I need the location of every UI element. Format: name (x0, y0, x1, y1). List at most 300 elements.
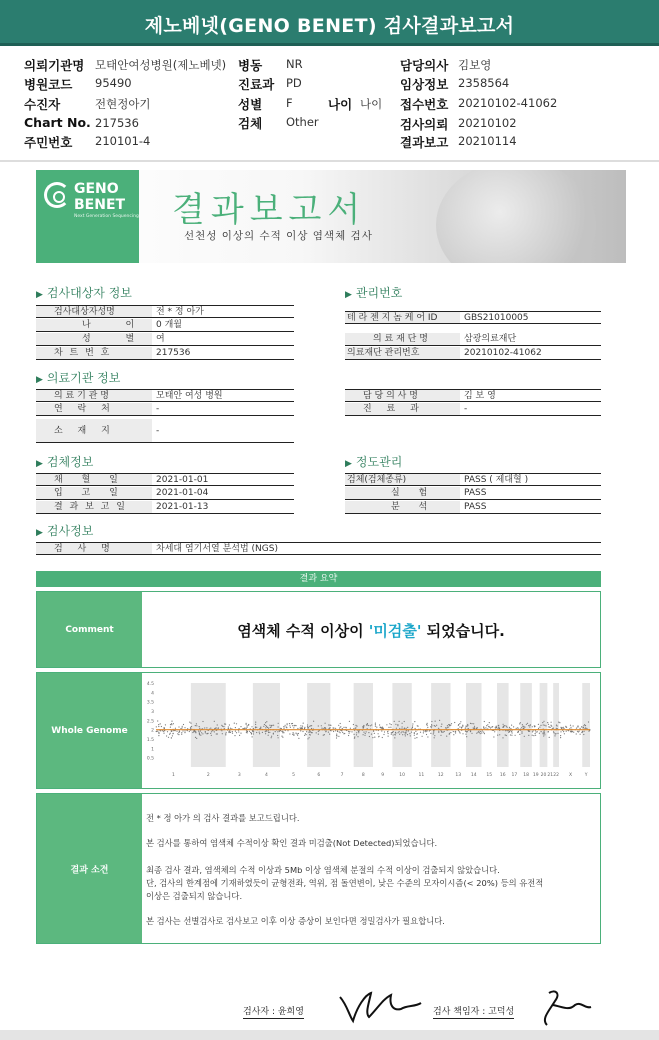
copy-number-point (236, 723, 237, 724)
header-label: 병원코드 (24, 77, 73, 92)
copy-number-point (196, 738, 197, 739)
copy-number-point (196, 725, 197, 726)
copy-number-point (281, 731, 282, 732)
copy-number-point (293, 732, 294, 733)
copy-number-point (336, 737, 337, 738)
header-label: 임상정보 (400, 77, 449, 92)
x-tick-label: 5 (292, 773, 296, 778)
copy-number-point (407, 734, 408, 735)
copy-number-point (265, 733, 266, 734)
copy-number-point (181, 732, 182, 733)
copy-number-point (193, 731, 194, 732)
copy-number-point (251, 733, 252, 734)
copy-number-point (283, 726, 284, 727)
copy-number-point (527, 723, 528, 724)
copy-number-point (158, 726, 159, 727)
copy-number-point (207, 733, 208, 734)
copy-number-point (434, 735, 435, 736)
copy-number-point (399, 728, 400, 729)
copy-number-point (324, 727, 325, 728)
copy-number-point (247, 732, 248, 733)
copy-number-point (467, 725, 468, 726)
copy-number-point (177, 733, 178, 734)
copy-number-point (324, 734, 325, 735)
copy-number-point (532, 731, 533, 732)
copy-number-point (535, 735, 536, 736)
copy-number-point (556, 725, 557, 726)
copy-number-point (356, 726, 357, 727)
banner-subtitle: 선천성 이상의 수적 이상 염색체 검사 (184, 230, 373, 242)
copy-number-point (205, 731, 206, 732)
copy-number-point (189, 731, 190, 732)
copy-number-point (348, 735, 349, 736)
copy-number-point (417, 725, 418, 726)
copy-number-point (310, 725, 311, 726)
copy-number-point (441, 732, 442, 733)
copy-number-point (550, 727, 551, 728)
copy-number-point (200, 730, 201, 731)
copy-number-point (383, 734, 384, 735)
copy-number-point (395, 734, 396, 735)
copy-number-point (508, 730, 509, 731)
copy-number-point (566, 727, 567, 728)
copy-number-point (164, 727, 165, 728)
copy-number-point (549, 737, 550, 738)
subject-row-value: 여 (152, 333, 294, 346)
copy-number-point (195, 737, 196, 738)
header-label: 주민번호 (24, 135, 73, 150)
copy-number-point (355, 727, 356, 728)
copy-number-point (505, 734, 506, 735)
x-tick-label: 9 (381, 773, 385, 778)
copy-number-point (313, 721, 314, 722)
copy-number-point (534, 726, 535, 727)
copy-number-point (561, 727, 562, 728)
copy-number-point (435, 721, 436, 722)
copy-number-point (584, 724, 585, 725)
header-divider (0, 160, 659, 162)
chromosome-band (354, 683, 373, 767)
copy-number-point (309, 737, 310, 738)
copy-number-point (287, 730, 288, 731)
x-tick-label: 6 (317, 773, 321, 778)
copy-number-point (292, 734, 293, 735)
x-tick-label: 4 (264, 773, 268, 778)
copy-number-point (435, 726, 436, 727)
copy-number-point (485, 727, 486, 728)
copy-number-point (366, 731, 367, 732)
copy-number-point (386, 724, 387, 725)
copy-number-point (540, 725, 541, 726)
copy-number-point (171, 721, 172, 722)
copy-number-point (402, 726, 403, 727)
copy-number-point (505, 730, 506, 731)
copy-number-point (250, 732, 251, 733)
copy-number-point (307, 738, 308, 739)
copy-number-point (404, 732, 405, 733)
copy-number-point (510, 734, 511, 735)
header-label: 의뢰기관명 (24, 58, 85, 73)
arrow-right-icon: ▶ (345, 459, 352, 469)
copy-number-point (212, 730, 213, 731)
whole-genome-plot (142, 673, 600, 788)
copy-number-point (271, 736, 272, 737)
copy-number-point (307, 726, 308, 727)
copy-number-point (528, 725, 529, 726)
copy-number-point (533, 730, 534, 731)
copy-number-point (564, 733, 565, 734)
copy-number-point (318, 734, 319, 735)
copy-number-point (255, 722, 256, 723)
copy-number-point (422, 736, 423, 737)
copy-number-point (382, 737, 383, 738)
qc-row-label: 실 험 (345, 487, 460, 500)
copy-number-point (289, 723, 290, 724)
copy-number-point (550, 725, 551, 726)
copy-number-point (302, 731, 303, 732)
copy-number-point (503, 724, 504, 725)
copy-number-point (494, 731, 495, 732)
copy-number-point (167, 731, 168, 732)
subject-row-value: 217536 (152, 347, 294, 360)
copy-number-point (414, 732, 415, 733)
copy-number-point (576, 728, 577, 729)
copy-number-point (236, 732, 237, 733)
copy-number-point (234, 735, 235, 736)
copy-number-point (180, 728, 181, 729)
copy-number-point (373, 731, 374, 732)
header-label: 성별 (238, 97, 263, 112)
copy-number-point (584, 731, 585, 732)
copy-number-point (165, 724, 166, 725)
copy-number-point (230, 732, 231, 733)
copy-number-point (578, 731, 579, 732)
copy-number-point (229, 730, 230, 731)
copy-number-point (294, 725, 295, 726)
copy-number-point (388, 727, 389, 728)
copy-number-point (393, 731, 394, 732)
test-row-value: 차세대 염기서열 분석법 (NGS) (152, 542, 601, 555)
copy-number-point (326, 731, 327, 732)
copy-number-point (436, 725, 437, 726)
section-title-management: ▶ 관리번호 (345, 286, 403, 300)
copy-number-point (481, 732, 482, 733)
copy-number-point (321, 728, 322, 729)
findings-panel (36, 793, 601, 944)
copy-number-point (499, 734, 500, 735)
copy-number-point (170, 724, 171, 725)
header-label: 검체 (238, 116, 263, 131)
copy-number-point (363, 732, 364, 733)
copy-number-point (517, 732, 518, 733)
doctor-row-value: - (460, 403, 601, 416)
copy-number-point (333, 727, 334, 728)
test-row-label: 검 사 명 (36, 542, 152, 555)
copy-number-point (356, 734, 357, 735)
x-tick-label: 15 (486, 773, 493, 778)
copy-number-point (271, 725, 272, 726)
header-value: NR (286, 57, 303, 71)
copy-number-point (242, 728, 243, 729)
x-tick-label: 22 (553, 773, 559, 778)
copy-number-point (199, 732, 200, 733)
institution-row-label: 의 료 기 관 명 (36, 389, 152, 402)
copy-number-point (570, 725, 571, 726)
copy-number-point (522, 724, 523, 725)
copy-number-point (547, 722, 548, 723)
finding-line: 이상은 검출되지 않습니다. (146, 891, 243, 901)
copy-number-point (281, 736, 282, 737)
copy-number-point (480, 733, 481, 734)
copy-number-point (171, 731, 172, 732)
copy-number-point (176, 731, 177, 732)
copy-number-point (461, 727, 462, 728)
copy-number-point (427, 736, 428, 737)
copy-number-point (487, 724, 488, 725)
copy-number-point (482, 730, 483, 731)
copy-number-point (395, 724, 396, 725)
header-label: 결과보고 (400, 135, 449, 150)
copy-number-point (270, 727, 271, 728)
copy-number-point (173, 723, 174, 724)
copy-number-point (496, 726, 497, 727)
copy-number-point (563, 731, 564, 732)
copy-number-point (539, 727, 540, 728)
x-tick-label: 14 (470, 773, 477, 778)
copy-number-point (484, 721, 485, 722)
copy-number-point (366, 724, 367, 725)
copy-number-point (511, 731, 512, 732)
findings-label: 결과 소견 (37, 794, 142, 943)
copy-number-point (300, 725, 301, 726)
copy-number-point (434, 737, 435, 738)
section-title-subject: ▶ 검사대상자 정보 (36, 286, 132, 300)
copy-number-point (355, 725, 356, 726)
copy-number-point (358, 732, 359, 733)
copy-number-point (425, 731, 426, 732)
copy-number-point (217, 733, 218, 734)
copy-number-point (411, 728, 412, 729)
copy-number-point (532, 726, 533, 727)
copy-number-point (555, 733, 556, 734)
copy-number-point (579, 731, 580, 732)
copy-number-point (455, 731, 456, 732)
section-title-specimen: ▶ 검체정보 (36, 455, 94, 469)
copy-number-point (573, 725, 574, 726)
copy-number-point (416, 737, 417, 738)
copy-number-point (466, 736, 467, 737)
copy-number-point (375, 723, 376, 724)
copy-number-point (251, 726, 252, 727)
copy-number-point (282, 732, 283, 733)
doctor-row-label: 담 당 의 사 명 (345, 389, 460, 402)
copy-number-point (563, 728, 564, 729)
copy-number-point (300, 730, 301, 731)
copy-number-point (438, 732, 439, 733)
x-tick-label: Y (584, 773, 588, 778)
copy-number-point (349, 733, 350, 734)
y-tick-label: 2.5 (146, 719, 154, 725)
copy-number-point (292, 725, 293, 726)
copy-number-point (335, 728, 336, 729)
copy-number-point (178, 734, 179, 735)
copy-number-point (585, 725, 586, 726)
copy-number-point (473, 723, 474, 724)
copy-number-point (265, 722, 266, 723)
copy-number-point (329, 728, 330, 729)
copy-number-point (283, 732, 284, 733)
copy-number-point (484, 733, 485, 734)
copy-number-point (179, 731, 180, 732)
copy-number-point (282, 737, 283, 738)
summary-header: 결과 요약 (36, 571, 601, 587)
copy-number-point (543, 735, 544, 736)
x-tick-label: 7 (340, 773, 344, 778)
copy-number-point (172, 733, 173, 734)
copy-number-point (462, 733, 463, 734)
copy-number-point (374, 737, 375, 738)
copy-number-point (380, 727, 381, 728)
institution-row-label: 소 재 지 (36, 419, 152, 443)
supervisor-label: 검사 책임자 : 고덕성 (433, 1004, 514, 1019)
copy-number-point (284, 726, 285, 727)
copy-number-point (222, 726, 223, 727)
copy-number-point (576, 733, 577, 734)
copy-number-point (551, 722, 552, 723)
copy-number-point (268, 735, 269, 736)
copy-number-point (511, 735, 512, 736)
copy-number-point (192, 732, 193, 733)
copy-number-point (195, 732, 196, 733)
copy-number-point (239, 735, 240, 736)
copy-number-point (184, 727, 185, 728)
copy-number-point (253, 730, 254, 731)
copy-number-point (583, 727, 584, 728)
finding-line: 본 검사는 선별검사로 검사보고 이후 이상 증상이 보인다면 정밀검사가 필요합니다. (146, 916, 445, 926)
copy-number-point (266, 726, 267, 727)
copy-number-point (268, 732, 269, 733)
y-tick-label: 4 (151, 691, 154, 697)
copy-number-point (390, 727, 391, 728)
copy-number-point (215, 728, 216, 729)
copy-number-point (281, 728, 282, 729)
copy-number-point (484, 728, 485, 729)
copy-number-point (553, 731, 554, 732)
copy-number-point (183, 724, 184, 725)
copy-number-point (443, 732, 444, 733)
copy-number-point (277, 735, 278, 736)
copy-number-point (323, 735, 324, 736)
copy-number-point (532, 735, 533, 736)
copy-number-point (414, 735, 415, 736)
copy-number-point (166, 735, 167, 736)
copy-number-point (467, 724, 468, 725)
copy-number-point (544, 733, 545, 734)
copy-number-point (554, 732, 555, 733)
x-tick-label: 12 (437, 773, 444, 778)
chromosome-band (392, 683, 411, 767)
copy-number-point (498, 728, 499, 729)
copy-number-point (566, 731, 567, 732)
copy-number-point (240, 726, 241, 727)
copy-number-point (548, 724, 549, 725)
copy-number-point (246, 730, 247, 731)
copy-number-point (228, 726, 229, 727)
copy-number-point (398, 732, 399, 733)
specimen-row-label: 결 과 보 고 일 (36, 501, 152, 514)
copy-number-point (211, 735, 212, 736)
copy-number-point (204, 727, 205, 728)
copy-number-point (524, 727, 525, 728)
copy-number-point (191, 726, 192, 727)
copy-number-point (414, 721, 415, 722)
copy-number-point (350, 728, 351, 729)
copy-number-point (304, 735, 305, 736)
copy-number-point (583, 734, 584, 735)
copy-number-point (548, 726, 549, 727)
copy-number-point (297, 733, 298, 734)
copy-number-point (582, 731, 583, 732)
copy-number-point (293, 727, 294, 728)
copy-number-point (343, 727, 344, 728)
copy-number-point (568, 730, 569, 731)
copy-number-point (458, 724, 459, 725)
copy-number-point (316, 732, 317, 733)
comment-label: Comment (37, 592, 142, 667)
copy-number-point (412, 725, 413, 726)
copy-number-point (298, 733, 299, 734)
copy-number-point (439, 720, 440, 721)
chromosome-band (191, 683, 226, 767)
copy-number-point (444, 731, 445, 732)
copy-number-point (303, 723, 304, 724)
copy-number-point (453, 731, 454, 732)
institution-row-value: - (152, 403, 294, 416)
copy-number-point (417, 733, 418, 734)
copy-number-point (363, 727, 364, 728)
examiner-signature (335, 985, 425, 1025)
logo-mark-icon (44, 182, 70, 208)
copy-number-point (264, 724, 265, 725)
copy-number-point (196, 723, 197, 724)
copy-number-point (342, 732, 343, 733)
header-value: 20210102 (458, 116, 517, 130)
copy-number-point (431, 727, 432, 728)
copy-number-point (269, 732, 270, 733)
copy-number-point (588, 731, 589, 732)
finding-line: 전 * 정 아가 의 검사 결과를 보고드립니다. (146, 813, 300, 823)
copy-number-point (545, 725, 546, 726)
copy-number-point (558, 722, 559, 723)
copy-number-point (229, 724, 230, 725)
finding-line: 본 검사를 통하여 염색체 수적이상 확인 결과 미검출(Not Detected)되었습니다. (146, 838, 438, 848)
copy-number-point (354, 738, 355, 739)
copy-number-point (184, 732, 185, 733)
copy-number-point (375, 724, 376, 725)
copy-number-point (538, 724, 539, 725)
header-value: 모태안여성병원(제노베넷) (95, 58, 227, 72)
copy-number-point (406, 728, 407, 729)
comment-body (142, 592, 600, 667)
arrow-right-icon: ▶ (36, 375, 43, 385)
copy-number-point (458, 730, 459, 731)
copy-number-point (367, 723, 368, 724)
header-value: 20210102-41062 (458, 96, 558, 110)
copy-number-point (381, 730, 382, 731)
copy-number-point (399, 731, 400, 732)
copy-number-point (184, 730, 185, 731)
copy-number-point (388, 736, 389, 737)
